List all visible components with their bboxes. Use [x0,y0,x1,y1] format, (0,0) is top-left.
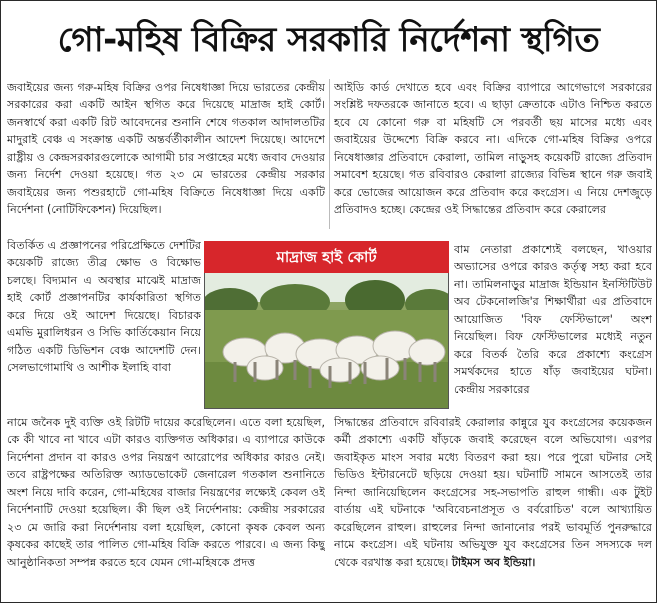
photo-caption: মাদ্রাজ হাই কোর্ট [204,241,449,273]
article-column-left-top [7,79,325,232]
paragraph: বাম নেতারা প্রকাশ্যেই বলছেন, খাওয়ার অভ্যাসের ওপরে কারও কর্তৃত্ব সহ্য করা হবে না। তামিলনাড়ুর মাদ্রাজ ইন্ডিয়ান ইনস্টিটিউট অব টেকনোলজি'র শিক্ষার্থীরা এর প্রতিবাদে আয়োজিত 'বিফ ফেস্টিভালে' অংশ নিয়েছিল। বিফ ফেস্টিভালের মধ্যেই নতুন করে বিতর্ক তৈরি করে প্রকাশ্যে কংগ্রেস সমর্থকদের হাতে ষাঁড় জবাইয়ের ঘটনা। কেন্দ্রীয় সরকারের [454,243,652,396]
paragraph: আইডি কার্ড দেখাতে হবে এবং বিক্রির ব্যাপারে আগেভাগে সরকারের সংশ্লিষ্ট দফতরকে জানাতে হবে। এ ছাড়া ক্রেতাকে এটাও নিশ্চিত করতে হবে যে কোনো গরু বা মহিষটি সে পরবর্তী ছয় মাসের মধ্যে এবং জবাইয়ের উদ্দেশ্যে বিক্রি করবে না। এদিকে গো-মহিষ বিক্রির ওপরে নিষেধাজ্ঞার প্রতিবাদে কেরালা, তামিল নাড়ুসহ কয়েকটি রাজ্যে প্রতিবাদ সমাবেশ হয়েছে। গত রবিবারও কেরালা রাজ্যের বিভিন্ন স্থানে গরু জবাই করে ভোজের আয়োজন করে প্রতিবাদ করে কংগ্রেস। এ নিয়ে দেশজুড়ে প্রতিবাদও হচ্ছে। কেন্দ্রের ওই সিদ্ধান্তের প্রতিবাদ করে কেরালের [334,81,652,217]
article-column-right-bottom [334,414,652,598]
paragraph: নামে জনৈক দুই ব্যক্তি ওই রিটটি দায়ের করেছিলেন। এতে বলা হয়েছিল, কে কী খাবে না খাবে এটা কারও ব্যক্তিগত অধিকার। এ ব্যাপারে কাউকে নির্দেশনা প্রদান বা কারও ওপর নিয়ন্ত্রণ আরোপের অধিকার কারও নেই। তবে রাষ্ট্রপক্ষের অতিরিক্ত অ্যাডভোকেট জেনারেল গতকাল শুনানিতে অংশ নিয়ে দাবি করেন, গো-মহিষের বাজার নিয়ন্ত্রণের লক্ষ্যেই কেবল ওই নির্দেশনাটি দেওয়া হয়েছিল। কী ছিল ওই নির্দেশনায়: কেন্দ্রীয় সরকারের ২৩ মে জারি করা নির্দেশনায় বলা হয়েছিল, কোনো কৃষক কেবল অন্য কৃষকের কাছেই তার পালিত গো-মহিষ বিক্রি করতে পারবে। এ জন্য কিছু আনুষ্ঠানিকতা সম্পন্ন করতে হবে যেমন গো-মহিষকে প্রদত্ত [7,416,325,569]
paragraph: জবাইয়ের জন্য গরু-মহিষ বিক্রির ওপর নিষেধাজ্ঞা দিয়ে ভারতের কেন্দ্রীয় সরকারের করা একটি আইন স্থগিত করে দিয়েছে মাদ্রাজ হাই কোর্ট। জনস্বার্থে করা একটি রিট আবেদনের শুনানি শেষে গতকাল আদালতটির মাদুরাই বেঞ্চ এ সংক্রান্ত একটি অন্তর্বর্তীকালীন আদেশ দিয়েছে। আদেশে রাষ্ট্রীয় ও কেন্দ্রসরকারগুলোকে আগামী চার সপ্তাহের মধ্যে জবাব দেওয়ার জন্য নির্দেশ দেওয়া হয়েছে। গত ২৩ মে ভারতের কেন্দ্রীয় সরকার জবাইয়ের জন্য পশুরহাটে গো-মহিষ বিক্রিতে নিষেধাজ্ঞা দিয়ে একটি নির্দেশনা (নোটিফিকেশন) দিয়েছিল। [7,81,325,217]
article-column-right-middle [454,241,652,411]
column-divider [329,79,330,229]
paragraph-text: সিদ্ধান্তের প্রতিবাদে রবিবারই কেরালার কান্নুরে যুব কংগ্রেসের কয়েকজন কর্মী প্রকাশ্যে একটি ষাঁড়কে জবাই করেছেন বলে অভিযোগ। এরপর জবাইকৃত মাংস সবার মধ্যে বিতরণ করা হয়। পরে পুরো ঘটনার সেই ভিডিও ইন্টারনেটে ছড়িয়ে দেওয়া হয়। ঘটনাটি সামনে আসতেই তার নিন্দা জানিয়েছিলেন কংগ্রেসের সহ-সভাপতি রাহুল গান্ধী। এক টুইট বার্তায় এই ঘটনাকে 'অবিবেচনাপ্রসূত ও বর্বরোচিত' বলে আখ্যায়িত করেছিলেন রাহুল। রাহুলের নিন্দা জানানোর পরই ভাবমূর্তি পুনরুদ্ধারে নামে কংগ্রেস। এই ঘটনায় অভিযুক্ত যুব কংগ্রেসের তিন সদস্যকে দল থেকে বরখাস্ত করা হয়েছে। [334,416,652,569]
source-signoff: টাইমস অব ইন্ডিয়া। [451,555,536,569]
paragraph [334,414,652,571]
article-column-left-middle [7,237,201,412]
headline: গো-মহিষ বিক্রির সরকারি নির্দেশনা স্থগিত [57,20,600,60]
article-column-left-bottom [7,414,325,598]
article-column-right-top [334,79,652,232]
paragraph: বিতর্কিত এ প্রজ্ঞাপনের পরিপ্রেক্ষিতে দেশটির কয়েকটি রাজ্যে তীব্র ক্ষোভ ও বিক্ষোভ চলছে। বিদ্যমান এ অবস্থার মাঝেই মাদ্রাজ হাই কোর্ট প্রজ্ঞাপনটির কার্যকারিতা স্থগিত করে দিয়ে ওই আদেশ দিয়েছে। বিচারক এমভি মুরালিধরন ও সিভি কার্তিকেয়ান নিয়ে গঠিত একটি ডিভিশন বেঞ্চ আদেশটি দেন। সেলভাগোমাথি ও আশীক ইলাহি বাবা [7,239,201,375]
